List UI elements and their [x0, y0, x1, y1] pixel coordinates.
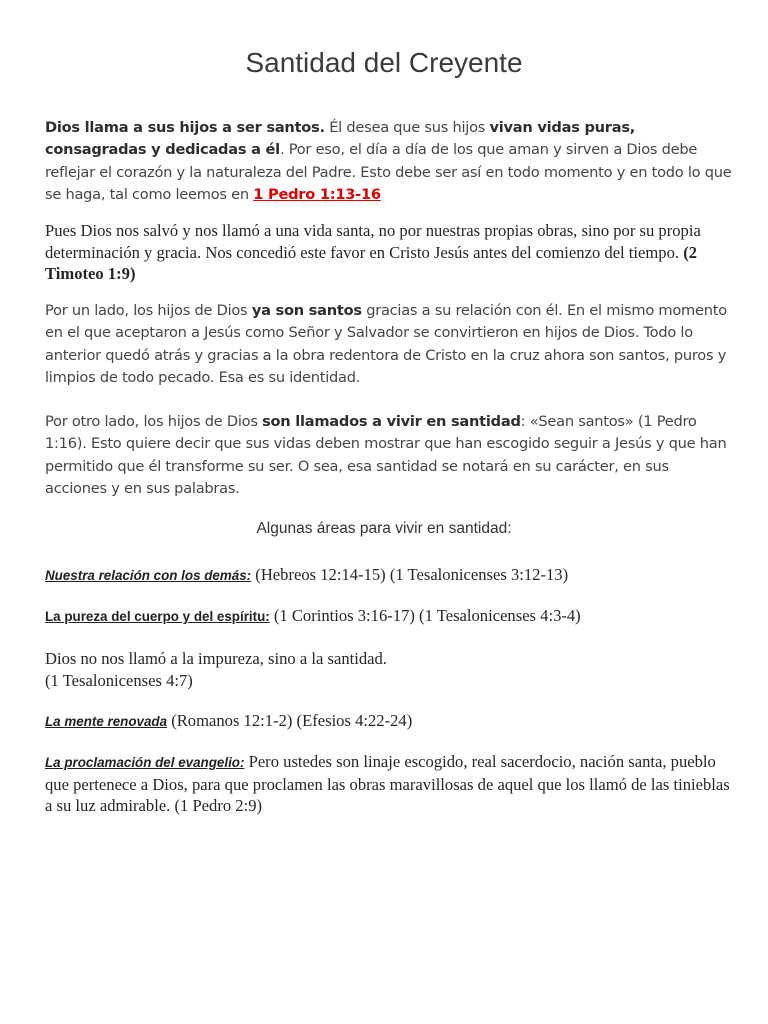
quote2-line2: (1 Tesalonicenses 4:7) — [45, 670, 193, 690]
area-refs-relacion: (Hebreos 12:14-15) (1 Tesalonicenses 3:12-13) — [251, 565, 569, 584]
reference-link-1-pedro[interactable]: 1 Pedro 1:13-16 — [253, 186, 381, 204]
intro-paragraph — [45, 117, 735, 207]
p3-text-1: Por otro lado, los hijos de Dios — [45, 413, 263, 430]
area-proclamacion — [45, 751, 735, 817]
area-refs-mente: (Romanos 12:1-2) (Efesios 4:22-24) — [167, 711, 413, 730]
page-title: Santidad del Creyente — [245, 47, 523, 78]
area-label-relacion: Nuestra relación con los demás: — [45, 568, 252, 583]
quote-2-timoteo — [45, 220, 735, 285]
area-relacion — [45, 564, 735, 587]
area-mente — [45, 710, 735, 733]
quote2-line1: Dios no nos llamó a la impureza, sino a la santidad. — [45, 649, 387, 668]
p2-text-1: Por un lado, los hijos de Dios — [45, 302, 252, 319]
area-label-proclamacion: La proclamación del evangelio: — [45, 755, 245, 770]
p2-text-2: gracias a su relación con él. En el mismo momento en el que aceptaron a Jesús como Señor y Salvador se convirtieron en hijos de Dios. Todo lo anterior quedó atrás y gracias a la obra redentora de Cristo en la cruz ahora son santos, puros y limpios de todo pecado. Esa es su identidad. — [45, 302, 727, 387]
area-refs-pureza: (1 Corintios 3:16-17) (1 Tesalonicenses 4:3-4) — [269, 606, 581, 625]
area-text-proclamacion: Pero ustedes son linaje escogido, real sacerdocio, nación santa, pueblo que pertenece a Dios, para que proclamen las obras maravillosas de aquel que los llamó de las tinieblas a su luz admirable. (1 Pedro 2:9) — [45, 752, 730, 815]
quote-impureza — [45, 648, 735, 691]
intro-bold-2: vivan vidas puras, consagradas y dedicadas a él — [45, 119, 636, 159]
p2-bold: ya son santos — [251, 302, 362, 319]
intro-text-2: . Por eso, el día a día de los que aman y sirven a Dios debe reflejar el corazón y la naturaleza del Padre. Esto debe ser así en todo momento y en todo lo que se haga, tal como leemos en — [45, 141, 732, 204]
intro-bold-1: Dios llama a sus hijos a ser santos. — [45, 119, 325, 136]
area-pureza — [45, 605, 735, 628]
area-label-pureza: La pureza del cuerpo y del espíritu: — [45, 609, 270, 624]
paragraph-llamados-santidad — [45, 411, 735, 501]
paragraph-ya-son-santos — [45, 300, 735, 390]
p3-text-2: : «Sean santos» (1 Pedro 1:16). Esto quiere decir que sus vidas deben mostrar que han escogido seguir a Jesús y que han permitido que él transforme su ser. O sea, esa santidad se notará en su carácter, en sus acciones y en sus palabras. — [45, 413, 727, 498]
quote-text: Pues Dios nos salvó y nos llamó a una vida santa, no por nuestras propias obras, sino por su propia determinación y gracia. Nos concedió este favor en Cristo Jesús antes del comienzo del tiempo. — [45, 221, 701, 262]
intro-text-1: Él desea que sus hijos — [324, 119, 490, 136]
area-label-mente: La mente renovada — [45, 714, 168, 729]
areas-subheading: Algunas áreas para vivir en santidad: — [256, 520, 512, 537]
p3-bold: son llamados a vivir en santidad — [262, 413, 521, 430]
quote-reference: (2 Timoteo 1:9) — [45, 242, 698, 283]
